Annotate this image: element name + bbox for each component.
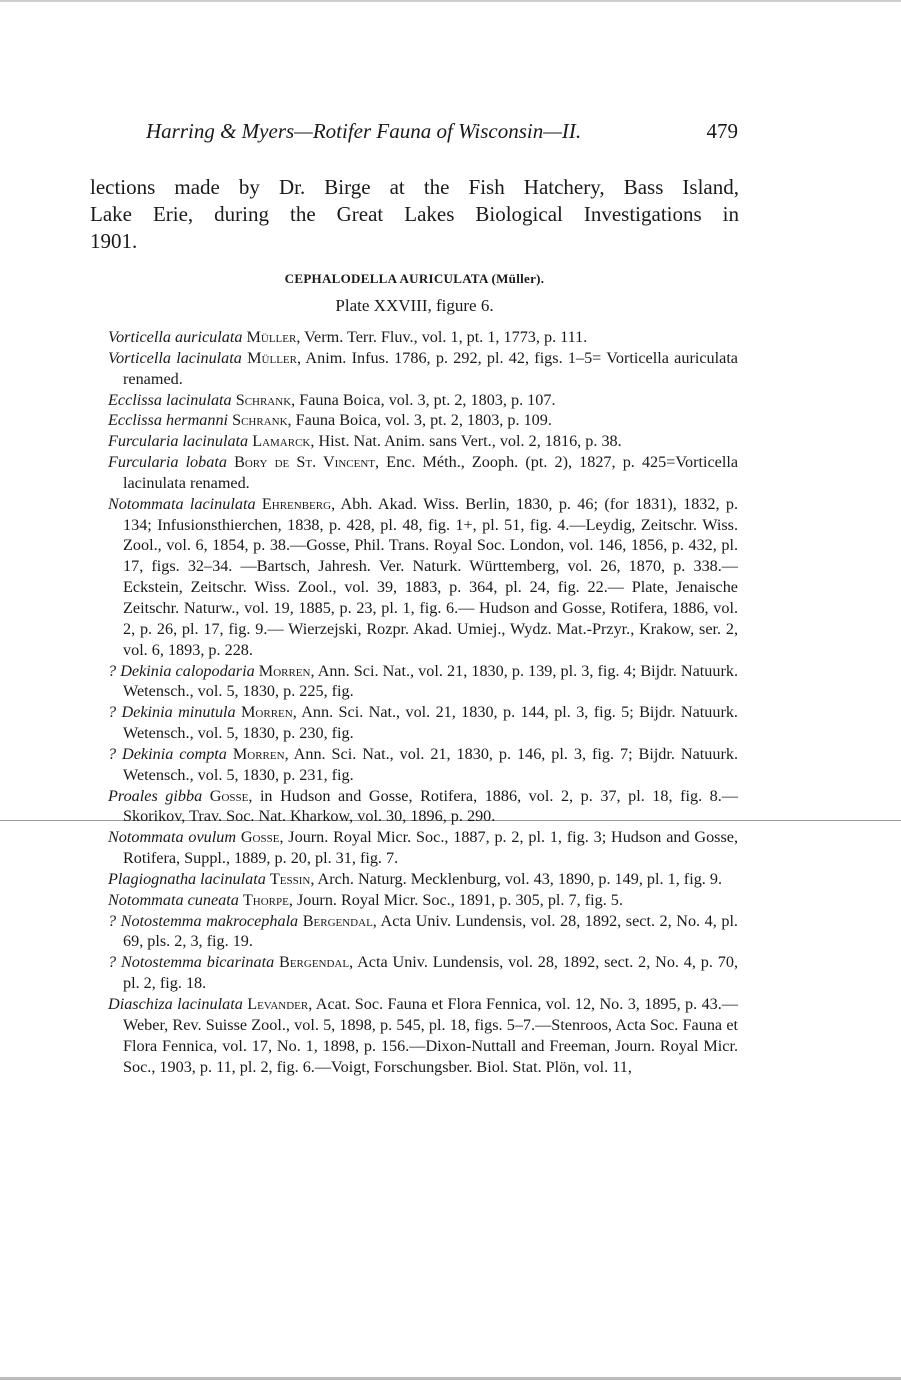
taxon-name: Proales gibba (108, 786, 203, 805)
citation-text: , Fauna Boica, vol. 3, pt. 2, 1803, p. 109. (287, 411, 552, 430)
author-name: Morren (258, 661, 311, 680)
taxon-name: Vorticella lacinulata (108, 348, 242, 367)
taxon-name: ? Dekinia calopodaria (108, 661, 255, 680)
taxon-name: ? Dekinia compta (108, 744, 227, 763)
author-name: Müller (247, 348, 297, 367)
taxon-name: Vorticella auriculata (108, 328, 243, 346)
author-name: Gosse (240, 828, 280, 847)
synonymy-entry (108, 390, 738, 411)
citation-text: , in Hudson and Gosse, Rotifera, 1886, vol. 2, p. 37, pl. 18, fig. 8.—Skorikov, Trav. Soc. Nat. Kharkow, vol. 30, 1896, p. 290. (123, 786, 738, 826)
intro-paragraph (90, 174, 739, 255)
running-header (146, 118, 738, 144)
citation-text: , Acta Univ. Lundensis, vol. 28, 1892, sect. 2, No. 4, p. 70, pl. 2, fig. 18. (123, 953, 739, 993)
synonymy-entry (108, 410, 738, 431)
synonymy-entry (108, 327, 738, 348)
citation-text: , Verm. Terr. Fluv., vol. 1, pt. 1, 1773, p. 111. (296, 328, 588, 346)
taxon-name: Notommata lacinulata (108, 494, 256, 513)
synonymy-entry (108, 348, 738, 390)
synonymy-entry (108, 494, 738, 661)
citation-text: , Enc. Méth., Zooph. (pt. 2), 1827, p. 425=Vorticella lacinulata renamed. (123, 453, 739, 492)
taxon-name: Ecclissa lacinulata (108, 390, 232, 409)
author-name: Bergendal (302, 911, 373, 930)
citation-text: , Fauna Boica, vol. 3, pt. 2, 1803, p. 107. (291, 390, 556, 409)
author-name: Schrank (232, 411, 288, 430)
citation-text: , Hist. Nat. Anim. sans Vert., vol. 2, 1816, p. 38. (310, 432, 622, 451)
intro-line: lections made by Dr. Birge at the Fish Hatchery, Bass Island, (90, 175, 739, 199)
author-name: Gosse (209, 786, 249, 805)
synonymy-entry (108, 952, 738, 994)
running-title: Harring & Myers—Rotifer Fauna of Wisconsin—II. (146, 119, 582, 143)
synonymy-entry (108, 431, 738, 452)
author-name: Thorpe (242, 890, 289, 909)
synonymy-entry (108, 452, 738, 494)
author-name: Bory de St. Vincent (234, 453, 376, 472)
citation-text: , Ann. Sci. Nat., vol. 21, 1830, p. 139, pl. 3, fig. 4; Bijdr. Natuurk. Wetensch., vol. 5, 1830, p. 225, fig. (123, 661, 738, 701)
citation-text: , Acta Univ. Lundensis, vol. 28, 1892, sect. 2, No. 4, pl. 69, pls. 2, 3, fig. 19. (123, 911, 738, 951)
taxon-name: ? Notostemma bicarinata (108, 953, 275, 972)
synonymy-entry (108, 911, 738, 953)
taxon-name: Diaschiza lacinulata (108, 995, 243, 1013)
page-top-edge (0, 0, 901, 2)
species-heading: CEPHALODELLA AURICULATA (Müller). (284, 271, 545, 286)
taxon-name: Ecclissa hermanni (108, 411, 229, 430)
synonymy-list (108, 327, 738, 1077)
taxon-name: Furcularia lobata (108, 453, 227, 472)
author-name: Müller (246, 328, 297, 346)
author-name: Schrank (235, 390, 292, 409)
page-number: 479 (706, 119, 738, 143)
taxon-name: ? Notostemma makrocephala (108, 911, 299, 930)
synonymy-entry (108, 890, 738, 911)
synonymy-entry (108, 744, 738, 786)
synonymy-entry (108, 994, 738, 1077)
taxon-name: Furcularia lacinulata (108, 432, 249, 451)
intro-line: 1901. (90, 229, 138, 253)
citation-text: , Acat. Soc. Fauna et Flora Fennica, vol. 12, No. 3, 1895, p. 43.—Weber, Rev. Suisse Zool., vol. 5, 1898, p. 545, pl. 18, figs. 5–7.—Stenroos, Acta Soc. Fauna et Flora Fennica, vol. 17, No. 1, 1898, p. 156.—Dixon-Nuttall and Freeman, Journ. Royal Micr. Soc., 1903, p. 11, pl. 2, fig. 6.—Voigt, Forschungsber. Biol. Stat. Plön, vol. 11, (123, 995, 738, 1076)
citation-text: , Ann. Sci. Nat., vol. 21, 1830, p. 144, pl. 3, fig. 5; Bijdr. Natuurk. Wetensch., vol. 5, 1830, p. 230, fig. (123, 703, 738, 743)
citation-text: , Journ. Royal Micr. Soc., 1887, p. 2, pl. 1, fig. 3; Hudson and Gosse, Rotifera, Suppl., 1889, p. 20, pl. 31, fig. 7. (123, 828, 739, 868)
taxon-name: Plagiognatha lacinulata (108, 869, 266, 888)
synonymy-entry (108, 786, 738, 828)
taxon-name: Notommata cuneata (108, 890, 239, 909)
plate-reference: Plate XXVIII, figure 6. (335, 296, 494, 315)
citation-text: , Abh. Akad. Wiss. Berlin, 1830, p. 46; (for 1831), 1832, p. 134; Infusionsthierchen, 1838, p. 428, pl. 48, fig. 1+, pl. 51, fig. 4.—Leydig, Zeitschr. Wiss. Zool., vol. 6, 1854, p. 38.—Gosse, Phil. Trans. Royal Soc. London, vol. 146, 1856, p. 432, pl. 17, figs. 32–34. —Bartsch, Jahresh. Ver. Naturk. Württemberg, vol. 26, 1870, p. 338.— Eckstein, Zeitschr. Wiss. Zool., vol. 39, 1883, p. 364, pl. 24, fig. 22.— Plate, Jenaische Zeitschr. Naturw., vol. 19, 1885, p. 23, pl. 1, fig. 6.— Hudson and Gosse, Rotifera, 1886, vol. 2, p. 26, pl. 17, fig. 9.— Wierzejski, Rozpr. Akad. Umiej., Wydz. Mat.-Przyr., Krakow, ser. 2, vol. 6, 1893, p. 228. (123, 494, 738, 659)
intro-line: Lake Erie, during the Great Lakes Biological Investigations in (90, 202, 739, 226)
citation-text: , Anim. Infus. 1786, p. 292, pl. 42, figs. 1–5= Vorticella auriculata renamed. (123, 348, 738, 388)
author-name: Morren (232, 744, 285, 763)
taxon-name: Notommata ovulum (108, 828, 237, 847)
synonymy-entry (108, 702, 738, 744)
synonymy-entry (108, 869, 738, 890)
author-name: Tessin (269, 869, 311, 888)
author-name: Ehrenberg (261, 494, 332, 513)
author-name: Lamarck (252, 432, 311, 451)
synonymy-entry (108, 661, 738, 703)
author-name: Levander (247, 995, 309, 1013)
synonymy-entry (108, 827, 738, 869)
author-name: Bergendal (279, 953, 350, 972)
taxon-name: ? Dekinia minutula (108, 703, 236, 722)
citation-text: , Journ. Royal Micr. Soc., 1891, p. 305, pl. 7, fig. 5. (288, 890, 623, 909)
author-name: Morren (241, 703, 293, 722)
citation-text: , Ann. Sci. Nat., vol. 21, 1830, p. 146, pl. 3, fig. 7; Bijdr. Natuurk. Wetensch., vol. 5, 1830, p. 231, fig. (123, 744, 738, 784)
citation-text: , Arch. Naturg. Mecklenburg, vol. 43, 1890, p. 149, pl. 1, fig. 9. (310, 869, 723, 888)
